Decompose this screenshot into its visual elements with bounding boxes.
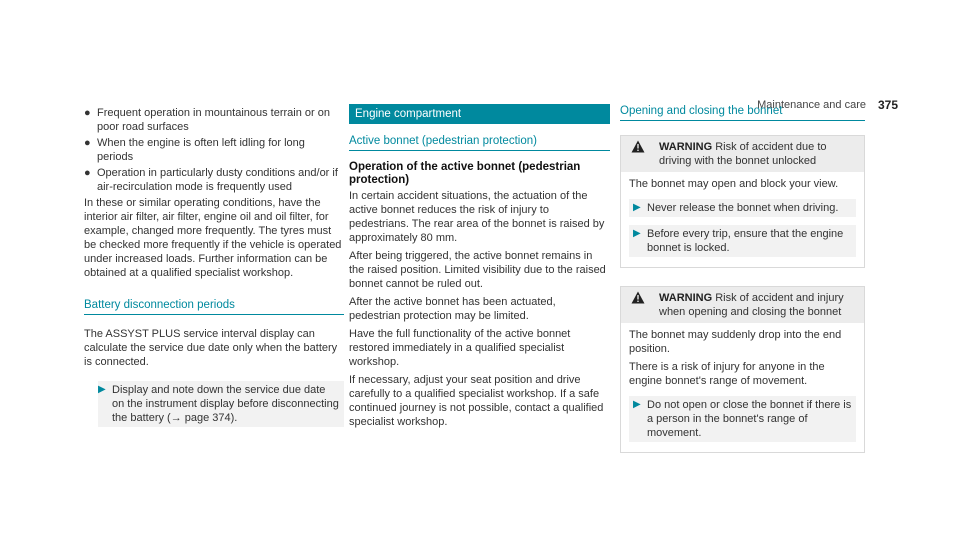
warning-triangle-icon (631, 140, 649, 168)
paragraph: After the active bonnet has been actuated, pedestrian protection may be limited. (349, 296, 556, 322)
warning-header: WARNING Risk of accident due to driving with the bonnet unlocked (621, 136, 864, 172)
warning-body: The bonnet may suddenly drop into the end position. There is a risk of injury for anyone in the engine bonnet's range of movement. ▶ Do not open or close the bonnet if there is a person in the bonnet's range of movement. (621, 323, 864, 452)
page-link-arrow-icon: → (170, 412, 182, 424)
warning-triangle-icon (631, 291, 649, 319)
instruction: ▶ Do not open or close the bonnet if there is a person in the bonnet's range of movement. (629, 396, 856, 442)
paragraph: If necessary, adjust your seat position and drive carefully to a qualified specialist workshop. If a safe continued journey is not possible, contact a qualified specialist workshop. (349, 374, 604, 428)
active-bonnet-heading: Active bonnet (pedestrian protection) (349, 134, 610, 151)
play-arrow-icon: ▶ (98, 384, 106, 395)
warning-word: WARNING (659, 141, 713, 153)
bullet-icon: ● (84, 107, 91, 119)
operating-conditions-paragraph: In these or similar operating conditions, have the interior air filter, air filter, engine oil and oil filter, for example, changed more frequently. The tyres must be checked more frequently if the vehicle is operated under increased loads. Further information can be obtained at a qualified specialist workshop. (84, 197, 342, 279)
instruction: ▶ Before every trip, ensure that the engine bonnet is locked. (629, 225, 856, 257)
page-number: 375 (877, 98, 898, 112)
play-arrow-icon: ▶ (633, 202, 641, 213)
engine-compartment-banner: Engine compartment (349, 104, 610, 124)
warning-box (620, 135, 865, 268)
column-left (84, 106, 344, 427)
play-arrow-icon: ▶ (633, 399, 641, 410)
list-item: ● When the engine is often left idling for long periods (84, 137, 305, 163)
paragraph: Have the full functionality of the active bonnet restored immediately in a qualified specialist workshop. (349, 328, 571, 368)
warning-body: The bonnet may open and block your view. ▶ Never release the bonnet when driving. ▶ Before every trip, ensure that the engine bonnet is locked. (621, 172, 864, 267)
instruction: ▶ Never release the bonnet when driving. (629, 199, 856, 217)
header-title: Maintenance and care (757, 99, 866, 111)
bullet-icon: ● (84, 137, 91, 149)
column-middle (349, 104, 610, 433)
warning-header: WARNING Risk of accident and injury when opening and closing the bonnet (621, 287, 864, 323)
battery-heading: Battery disconnection periods (84, 298, 344, 315)
battery-paragraph: The ASSYST PLUS service interval display can calculate the service due date only when the battery is connected. (84, 328, 338, 368)
battery-instruction: ▶ Display and note down the service due date on the instrument display before disconnecting the battery (→ page 374). (98, 381, 344, 427)
bullet-icon: ● (84, 167, 91, 179)
list-item: ● Operation in particularly dusty conditions and/or if air-recirculation mode is frequently used (84, 167, 338, 193)
warning-box (620, 286, 865, 453)
column-right (620, 104, 865, 471)
opening-closing-heading: Opening and closing the bonnet (620, 104, 865, 121)
bullet-list (84, 106, 344, 194)
operation-heading: Operation of the active bonnet (pedestrian protection) (349, 161, 581, 186)
paragraph: After being triggered, the active bonnet remains in the raised position. Limited visibility due to the raised bonnet cannot be ruled out. (349, 250, 606, 290)
page-link[interactable]: page 374). (181, 412, 238, 424)
paragraph: In certain accident situations, the actuation of the active bonnet reduces the risk of injury to pedestrians. The rear area of the bonnet is raised by approximately 80 mm. (349, 190, 605, 244)
warning-word: WARNING (659, 292, 713, 304)
play-arrow-icon: ▶ (633, 228, 641, 239)
list-item: ● Frequent operation in mountainous terrain or on poor road surfaces (84, 107, 330, 133)
